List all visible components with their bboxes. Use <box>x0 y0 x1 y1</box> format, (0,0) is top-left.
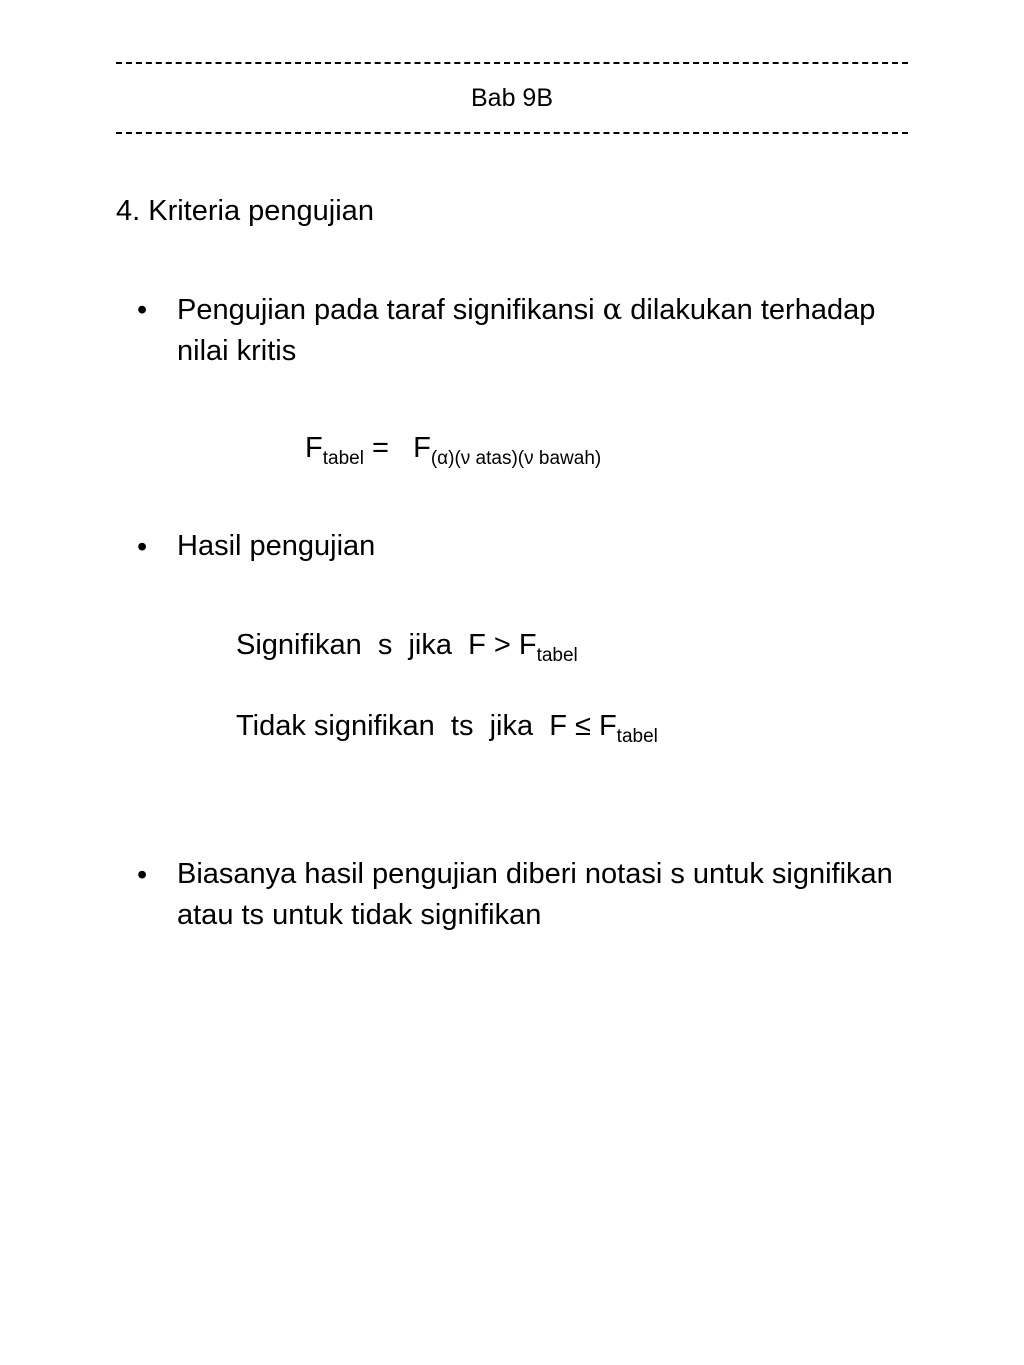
bullet-text-part: Pengujian pada taraf signifikansi <box>177 294 603 326</box>
section-heading: 4. Kriteria pengujian <box>116 195 374 227</box>
alpha-symbol: α <box>602 292 623 326</box>
bullet-marker: • <box>137 294 148 326</box>
page-header-title: Bab 9B <box>470 84 553 112</box>
formula-rhs-subscript: (α)(ν atas)(ν bawah) <box>430 448 602 469</box>
bullet-marker: • <box>137 531 148 563</box>
criterion-text: Signifikan s jika F > F <box>236 629 537 661</box>
bullet-marker: • <box>137 859 148 891</box>
criterion-text: Tidak signifikan ts jika F ≤ F <box>236 710 617 742</box>
criterion-subscript: tabel <box>616 726 658 747</box>
formula-equals: = F <box>363 432 431 464</box>
bullet-critical-value <box>177 289 897 372</box>
formula-lhs: F <box>305 432 323 464</box>
criterion-significant <box>236 627 578 666</box>
formula-lhs-subscript: tabel <box>322 448 364 469</box>
criterion-not-significant <box>236 708 658 747</box>
bullet-text-part: dilakukan terhadap nilai kritis <box>177 294 876 367</box>
ftabel-formula <box>305 430 602 469</box>
bullet-test-result: Hasil pengujian <box>177 530 376 562</box>
criterion-subscript: tabel <box>536 645 578 666</box>
bullet-notation: Biasanya hasil pengujian diberi notasi s untuk signifikan atau ts untuk tidak signifikan <box>177 858 893 931</box>
header-bottom-divider <box>116 132 908 134</box>
header-top-divider <box>116 62 908 64</box>
